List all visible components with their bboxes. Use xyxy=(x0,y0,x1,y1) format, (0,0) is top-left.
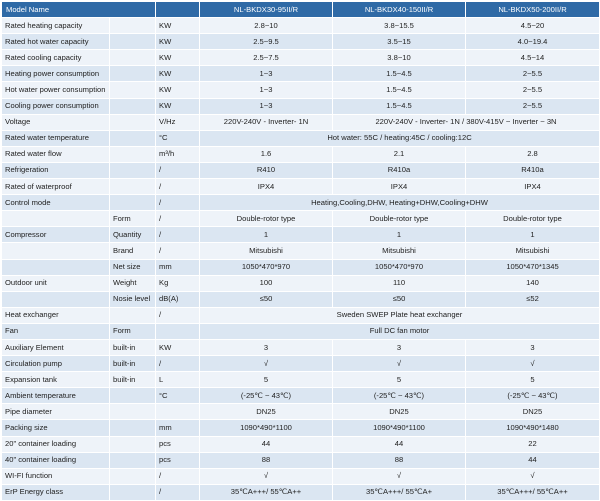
row-unit: Kg xyxy=(156,275,200,291)
table-row xyxy=(2,243,600,259)
row-unit: / xyxy=(156,179,200,195)
row-value: 1~3 xyxy=(200,98,333,114)
row-value: Mitsubishi xyxy=(466,243,600,259)
row-value: 1 xyxy=(466,227,600,243)
row-label: Voltage xyxy=(2,114,110,130)
row-value: Mitsubishi xyxy=(333,243,466,259)
row-value: 35℃A+++/ 55℃A++ xyxy=(466,484,600,500)
row-value: 4.5~14 xyxy=(466,50,600,66)
row-value: 1050*470*1345 xyxy=(466,259,600,275)
spec-table-body xyxy=(2,2,600,501)
row-value: IPX4 xyxy=(466,179,600,195)
table-row xyxy=(2,179,600,195)
row-value: Double-rotor type xyxy=(466,211,600,227)
row-unit: m³/h xyxy=(156,146,200,162)
row-value: 88 xyxy=(333,452,466,468)
row-sublabel xyxy=(110,98,156,114)
row-sublabel xyxy=(110,179,156,195)
header-unit xyxy=(156,2,200,18)
row-value: √ xyxy=(466,356,600,372)
row-sublabel xyxy=(110,50,156,66)
row-label: Heating power consumption xyxy=(2,66,110,82)
row-sublabel xyxy=(110,34,156,50)
row-sublabel xyxy=(110,66,156,82)
row-value: DN25 xyxy=(466,404,600,420)
row-value: ≤50 xyxy=(200,291,333,307)
row-value: 1.5~4.5 xyxy=(333,66,466,82)
row-label xyxy=(2,259,110,275)
table-row xyxy=(2,66,600,82)
row-label: Fan xyxy=(2,323,110,339)
row-value: DN25 xyxy=(333,404,466,420)
row-unit: KW xyxy=(156,339,200,355)
row-unit xyxy=(156,323,200,339)
row-value: 3 xyxy=(333,339,466,355)
row-label: Control mode xyxy=(2,195,110,211)
row-value: 1 xyxy=(200,227,333,243)
row-value: 5 xyxy=(200,372,333,388)
row-value: 3.8~10 xyxy=(333,50,466,66)
row-value: 1090*490*1480 xyxy=(466,420,600,436)
table-row xyxy=(2,372,600,388)
row-sublabel: built-in xyxy=(110,372,156,388)
table-row xyxy=(2,291,600,307)
table-row xyxy=(2,227,600,243)
row-value: Sweden SWEP Plate heat exchanger xyxy=(200,307,600,323)
row-value: 4.0~19.4 xyxy=(466,34,600,50)
row-unit xyxy=(156,404,200,420)
row-label: Rated hot water capacity xyxy=(2,34,110,50)
row-label: WI-FI function xyxy=(2,468,110,484)
row-value: 2.1 xyxy=(333,146,466,162)
row-unit: KW xyxy=(156,50,200,66)
table-row xyxy=(2,146,600,162)
table-row xyxy=(2,259,600,275)
row-label: Rated heating capacity xyxy=(2,18,110,34)
row-value: 100 xyxy=(200,275,333,291)
row-value: √ xyxy=(333,468,466,484)
row-sublabel xyxy=(110,307,156,323)
table-row xyxy=(2,307,600,323)
row-value: 1090*490*1100 xyxy=(333,420,466,436)
row-value: 1090*490*1100 xyxy=(200,420,333,436)
row-value: 1~3 xyxy=(200,82,333,98)
table-row xyxy=(2,404,600,420)
row-value: (-25℃ ~ 43℃) xyxy=(333,388,466,404)
row-value: R410a xyxy=(466,162,600,178)
row-value: 3.5~15 xyxy=(333,34,466,50)
row-unit: / xyxy=(156,356,200,372)
row-unit: KW xyxy=(156,66,200,82)
row-sublabel: built-in xyxy=(110,356,156,372)
row-value: 88 xyxy=(200,452,333,468)
row-value: 5 xyxy=(333,372,466,388)
row-value: 1.5~4.5 xyxy=(333,82,466,98)
row-sublabel xyxy=(110,18,156,34)
row-label: 40" container loading xyxy=(2,452,110,468)
header-row xyxy=(2,2,600,18)
row-value: 2~5.5 xyxy=(466,66,600,82)
row-sublabel xyxy=(110,388,156,404)
row-sublabel xyxy=(110,468,156,484)
row-label: Rated cooling capacity xyxy=(2,50,110,66)
row-value: DN25 xyxy=(200,404,333,420)
row-label: Rated of waterproof xyxy=(2,179,110,195)
row-sublabel xyxy=(110,484,156,500)
spec-table xyxy=(1,1,600,501)
row-unit: / xyxy=(156,227,200,243)
row-sublabel xyxy=(110,130,156,146)
row-sublabel: built-in xyxy=(110,339,156,355)
row-value: Hot water: 55C / heating:45C / cooling:12C xyxy=(200,130,600,146)
row-label: Pipe diameter xyxy=(2,404,110,420)
header-model-1: NL-BKDX30-95II/R xyxy=(200,2,333,18)
row-value: 35℃A+++/ 55℃A++ xyxy=(200,484,333,500)
row-unit: dB(A) xyxy=(156,291,200,307)
row-label: Heat exchanger xyxy=(2,307,110,323)
row-value: ≤52 xyxy=(466,291,600,307)
row-unit: KW xyxy=(156,34,200,50)
row-value: 2.5~9.5 xyxy=(200,34,333,50)
table-row xyxy=(2,114,600,130)
row-unit: mm xyxy=(156,259,200,275)
row-value: 1 xyxy=(333,227,466,243)
row-value: √ xyxy=(333,356,466,372)
row-sublabel: Quantity xyxy=(110,227,156,243)
row-value: Heating,Cooling,DHW, Heating+DHW,Cooling+DHW xyxy=(200,195,600,211)
row-value: √ xyxy=(200,356,333,372)
row-unit: / xyxy=(156,162,200,178)
row-label: Cooling power consumption xyxy=(2,98,110,114)
row-sublabel: Weight xyxy=(110,275,156,291)
row-value: 4.5~20 xyxy=(466,18,600,34)
row-value: 2.8 xyxy=(466,146,600,162)
header-model-3: NL-BKDX50-200II/R xyxy=(466,2,600,18)
row-value: Full DC fan motor xyxy=(200,323,600,339)
row-value: 1050*470*970 xyxy=(200,259,333,275)
row-label: Outdoor unit xyxy=(2,275,110,291)
row-label: Expansion tank xyxy=(2,372,110,388)
row-value: ≤50 xyxy=(333,291,466,307)
row-value: 220V-240V - Inverter- 1N / 380V-415V ~ Inverter ~ 3N xyxy=(333,114,600,130)
row-value: 44 xyxy=(333,436,466,452)
row-unit: / xyxy=(156,211,200,227)
row-value: 35℃A+++/ 55℃A+ xyxy=(333,484,466,500)
row-sublabel: Form xyxy=(110,323,156,339)
row-label: Circulation pump xyxy=(2,356,110,372)
row-value: 2.5~7.5 xyxy=(200,50,333,66)
row-sublabel xyxy=(110,162,156,178)
row-value: Double-rotor type xyxy=(200,211,333,227)
table-row xyxy=(2,484,600,500)
row-value: 5 xyxy=(466,372,600,388)
row-value: 220V-240V - Inverter- 1N xyxy=(200,114,333,130)
row-label: Rated water temperature xyxy=(2,130,110,146)
row-unit: KW xyxy=(156,18,200,34)
row-value: IPX4 xyxy=(200,179,333,195)
row-label: Compressor xyxy=(2,227,110,243)
row-value: 1.6 xyxy=(200,146,333,162)
table-row xyxy=(2,275,600,291)
row-label: Refrigeration xyxy=(2,162,110,178)
row-sublabel xyxy=(110,436,156,452)
row-unit: / xyxy=(156,307,200,323)
row-value: √ xyxy=(466,468,600,484)
table-row xyxy=(2,420,600,436)
table-row xyxy=(2,50,600,66)
header-model-name: Model Name xyxy=(2,2,156,18)
row-value: R410 xyxy=(200,162,333,178)
row-unit: KW xyxy=(156,82,200,98)
row-value: 1.5~4.5 xyxy=(333,98,466,114)
row-sublabel xyxy=(110,452,156,468)
row-sublabel xyxy=(110,114,156,130)
row-unit: / xyxy=(156,468,200,484)
row-sublabel xyxy=(110,195,156,211)
table-row xyxy=(2,323,600,339)
row-label xyxy=(2,243,110,259)
row-value: 2~5.5 xyxy=(466,98,600,114)
row-sublabel: Nosie level xyxy=(110,291,156,307)
row-value: IPX4 xyxy=(333,179,466,195)
row-unit: / xyxy=(156,195,200,211)
table-row xyxy=(2,211,600,227)
row-value: R410a xyxy=(333,162,466,178)
row-sublabel xyxy=(110,420,156,436)
row-value: 2.8~10 xyxy=(200,18,333,34)
row-value: √ xyxy=(200,468,333,484)
table-row xyxy=(2,195,600,211)
row-value: 2~5.5 xyxy=(466,82,600,98)
row-value: Mitsubishi xyxy=(200,243,333,259)
row-value: 3 xyxy=(466,339,600,355)
table-row xyxy=(2,468,600,484)
row-unit: mm xyxy=(156,420,200,436)
row-value: 3 xyxy=(200,339,333,355)
table-row xyxy=(2,388,600,404)
row-unit: / xyxy=(156,243,200,259)
row-sublabel xyxy=(110,82,156,98)
row-value: 110 xyxy=(333,275,466,291)
row-unit: °C xyxy=(156,388,200,404)
row-value: 22 xyxy=(466,436,600,452)
table-row xyxy=(2,98,600,114)
row-value: 3.8~15.5 xyxy=(333,18,466,34)
table-row xyxy=(2,339,600,355)
table-row xyxy=(2,162,600,178)
table-row xyxy=(2,130,600,146)
table-row xyxy=(2,356,600,372)
row-label: Rated water flow xyxy=(2,146,110,162)
row-unit: °C xyxy=(156,130,200,146)
row-value: 140 xyxy=(466,275,600,291)
row-value: (-25℃ ~ 43℃) xyxy=(466,388,600,404)
row-sublabel: Net size xyxy=(110,259,156,275)
table-row xyxy=(2,18,600,34)
header-model-2: NL-BKDX40-150II/R xyxy=(333,2,466,18)
row-sublabel xyxy=(110,146,156,162)
table-row xyxy=(2,82,600,98)
row-unit: KW xyxy=(156,98,200,114)
row-label: Hot water power consumption xyxy=(2,82,110,98)
row-unit: pcs xyxy=(156,436,200,452)
row-value: 1050*470*970 xyxy=(333,259,466,275)
row-value: 44 xyxy=(200,436,333,452)
row-sublabel: Form xyxy=(110,211,156,227)
row-label xyxy=(2,211,110,227)
row-value: Double-rotor type xyxy=(333,211,466,227)
row-label xyxy=(2,291,110,307)
row-sublabel: Brand xyxy=(110,243,156,259)
row-label: Ambient temperature xyxy=(2,388,110,404)
row-value: (-25℃ ~ 43℃) xyxy=(200,388,333,404)
table-row xyxy=(2,34,600,50)
table-row xyxy=(2,452,600,468)
row-label: Packing size xyxy=(2,420,110,436)
row-sublabel xyxy=(110,404,156,420)
row-value: 44 xyxy=(466,452,600,468)
row-label: Auxiliary Element xyxy=(2,339,110,355)
row-unit: V/Hz xyxy=(156,114,200,130)
row-value: 1~3 xyxy=(200,66,333,82)
row-label: 20" container loading xyxy=(2,436,110,452)
table-row xyxy=(2,436,600,452)
row-unit: / xyxy=(156,484,200,500)
row-label: ErP Energy class xyxy=(2,484,110,500)
row-unit: L xyxy=(156,372,200,388)
row-unit: pcs xyxy=(156,452,200,468)
